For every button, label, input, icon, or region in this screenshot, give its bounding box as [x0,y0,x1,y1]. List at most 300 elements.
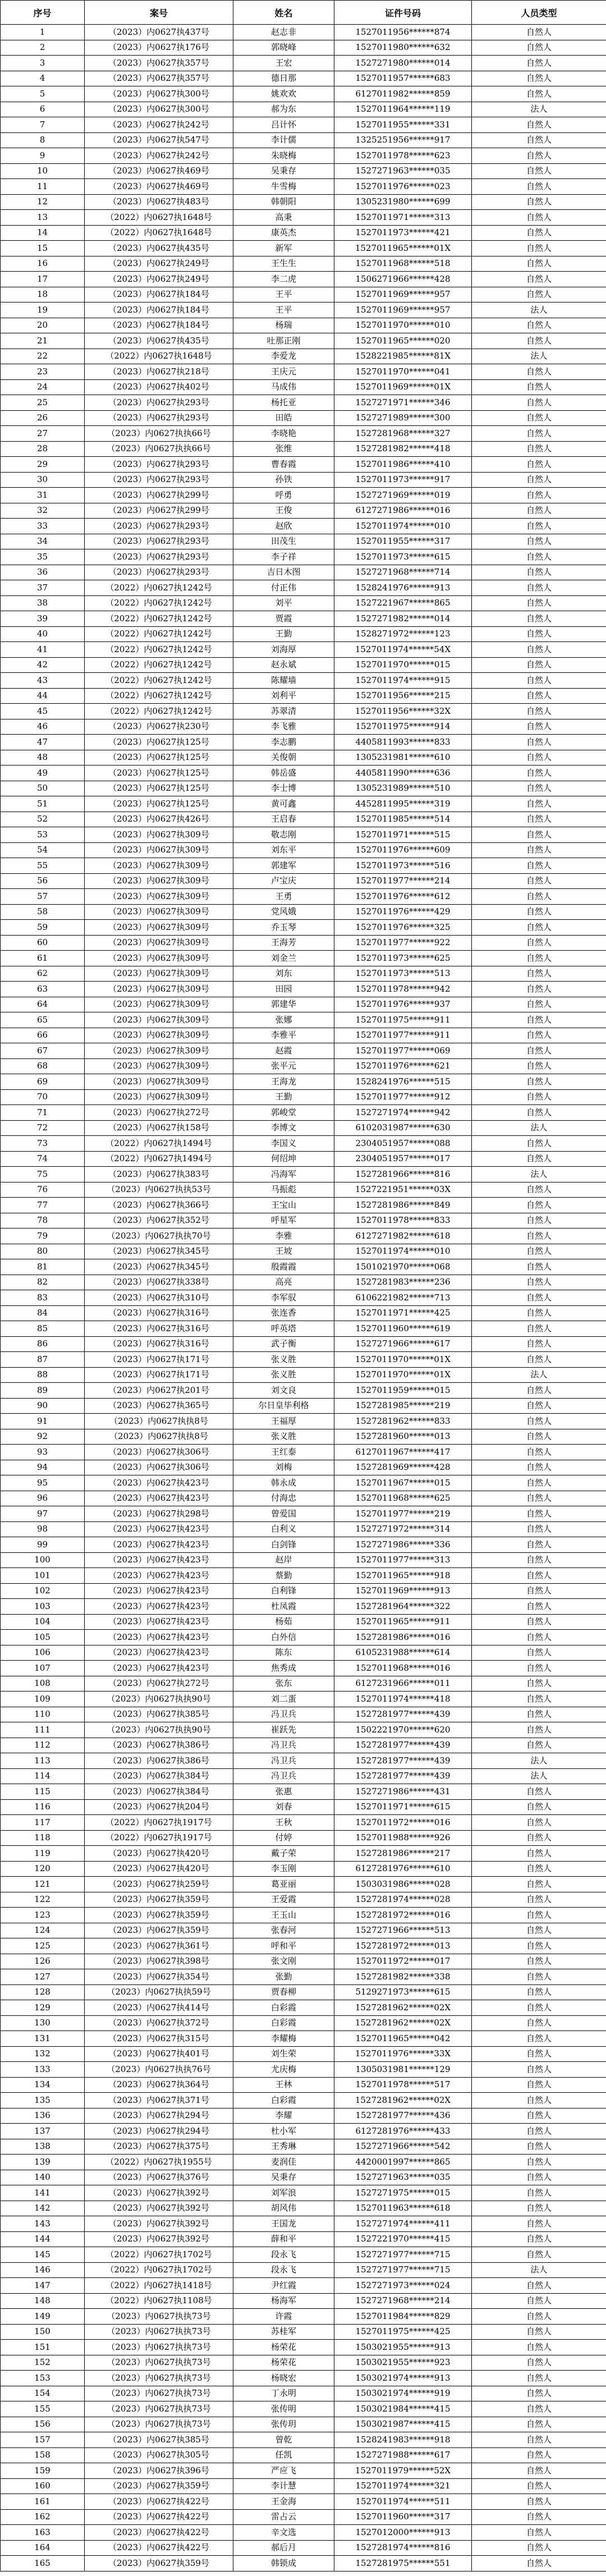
cell-serial-number: 99 [1,1537,85,1553]
cell-case-number: （2023）内0627执345号 [85,1244,233,1259]
cell-person-type: 自然人 [472,642,606,658]
cell-id-number: 1527281960******013 [334,1429,472,1445]
cell-name: 韩锁成 [233,2556,334,2572]
cell-person-type: 自然人 [472,1229,606,1244]
cell-id-number: 1305231980******699 [334,194,472,210]
cell-id-number: 6127271986******016 [334,503,472,519]
table-row [1,812,606,827]
cell-name: 张义胜 [233,1367,334,1383]
table-row [1,1244,606,1259]
cell-serial-number: 77 [1,1198,85,1213]
cell-serial-number: 48 [1,750,85,766]
cell-id-number: 1527281962******833 [334,1414,472,1429]
cell-id-number: 1527011965******020 [334,333,472,349]
cell-case-number: （2023）内0627执547号 [85,132,233,148]
cell-person-type: 自然人 [472,2447,606,2463]
cell-name: 刘军浪 [233,2185,334,2201]
cell-case-number: （2023）内0627执392号 [85,2216,233,2232]
cell-name: 郭建华 [233,997,334,1012]
cell-person-type: 自然人 [472,982,606,997]
table-row [1,256,606,272]
cell-person-type: 自然人 [472,1938,606,1954]
cell-case-number: （2022）内0627执1242号 [85,595,233,611]
cell-person-type: 自然人 [472,2278,606,2294]
table-row [1,920,606,936]
table-row [1,2463,606,2479]
cell-person-type: 法人 [472,1367,606,1383]
cell-person-type: 自然人 [472,673,606,689]
cell-name: 张勤 [233,1969,334,1985]
cell-serial-number: 101 [1,1568,85,1584]
cell-case-number: （2022）内0627执1242号 [85,704,233,719]
cell-person-type: 自然人 [472,1074,606,1090]
cell-case-number: （2023）内0627执366号 [85,1198,233,1213]
cell-person-type: 自然人 [472,1244,606,1259]
table-row [1,2231,606,2247]
table-row [1,2447,606,2463]
cell-person-type: 自然人 [472,2509,606,2525]
table-row [1,1984,606,2000]
cell-person-type: 自然人 [472,1552,606,1568]
table-row [1,1630,606,1645]
cell-id-number: 1527271986******336 [334,1537,472,1553]
cell-serial-number: 157 [1,2432,85,2448]
cell-id-number: 1305231989******510 [334,781,472,796]
cell-person-type: 自然人 [472,1923,606,1938]
cell-id-number: 1527011973******516 [334,858,472,874]
cell-id-number: 1502221970******620 [334,1722,472,1738]
cell-id-number: 1527281962******02X [334,2015,472,2031]
cell-serial-number: 26 [1,410,85,426]
cell-name: 刘海厚 [233,642,334,658]
table-row [1,1599,606,1615]
cell-serial-number: 42 [1,657,85,673]
cell-name: 杨瑞 [233,318,334,333]
cell-serial-number: 95 [1,1475,85,1491]
cell-id-number: 1527011973******917 [334,472,472,488]
cell-case-number: （2023）内0627执423号 [85,1537,233,1553]
cell-person-type: 自然人 [472,2355,606,2371]
table-row [1,1058,606,1074]
table-row [1,781,606,796]
cell-name: 李飞雅 [233,719,334,735]
cell-id-number: 1527281982******338 [334,1969,472,1985]
cell-serial-number: 6 [1,102,85,117]
cell-serial-number: 82 [1,1275,85,1290]
cell-serial-number: 119 [1,1846,85,1862]
cell-name: 尔日皇毕利格 [233,1398,334,1414]
table-row [1,534,606,549]
cell-serial-number: 141 [1,2185,85,2201]
cell-serial-number: 106 [1,1645,85,1661]
cell-name: 王俊 [233,503,334,519]
table-row [1,1784,606,1800]
cell-case-number: （2023）内0627执125号 [85,750,233,766]
cell-serial-number: 92 [1,1429,85,1445]
cell-case-number: （2022）内0627执1494号 [85,1151,233,1167]
cell-serial-number: 44 [1,688,85,704]
cell-case-number: （2023）内0627执306号 [85,1445,233,1460]
cell-serial-number: 159 [1,2463,85,2479]
cell-case-number: （2023）内0627执293号 [85,472,233,488]
cell-serial-number: 9 [1,148,85,164]
cell-person-type: 自然人 [472,2401,606,2417]
cell-person-type: 自然人 [472,766,606,781]
cell-serial-number: 163 [1,2525,85,2541]
cell-name: 杜小军 [233,2124,334,2139]
cell-id-number: 1527271988******617 [334,2447,472,2463]
cell-case-number: （2022）内0627执1648号 [85,349,233,364]
cell-serial-number: 65 [1,1012,85,1028]
cell-name: 田园 [233,982,334,997]
cell-serial-number: 47 [1,735,85,750]
cell-case-number: （2023）内0627执361号 [85,1938,233,1954]
cell-case-number: （2023）内0627执执73号 [85,2309,233,2325]
cell-id-number: 1527221967******865 [334,595,472,611]
table-row [1,318,606,333]
cell-person-type: 自然人 [472,626,606,642]
cell-id-number: 1527011974******010 [334,519,472,534]
cell-person-type: 自然人 [472,2201,606,2216]
table-row [1,2340,606,2355]
cell-case-number: （2023）内0627执365号 [85,1398,233,1414]
cell-name: 严应飞 [233,2463,334,2479]
cell-person-type: 自然人 [472,1661,606,1676]
table-header [1,1,606,25]
cell-case-number: （2023）内0627执299号 [85,503,233,519]
cell-case-number: （2023）内0627执125号 [85,766,233,781]
cell-id-number: 1527011977******219 [334,1506,472,1522]
cell-case-number: （2023）内0627执305号 [85,2447,233,2463]
cell-serial-number: 8 [1,132,85,148]
table-row [1,2155,606,2170]
cell-case-number: （2023）内0627执310号 [85,1290,233,1306]
cell-person-type: 法人 [472,2262,606,2278]
cell-person-type: 自然人 [472,2124,606,2139]
cell-name: 陈东 [233,1645,334,1661]
cell-name: 王玉山 [233,1908,334,1923]
cell-serial-number: 3 [1,56,85,71]
cell-serial-number: 132 [1,2046,85,2062]
table-row [1,102,606,117]
cell-name: 付正伟 [233,580,334,596]
cell-case-number: （2022）内0627执1242号 [85,580,233,596]
cell-person-type: 自然人 [472,2015,606,2031]
cell-name: 许霞 [233,2309,334,2325]
table-row [1,750,606,766]
cell-id-number: 5129271973******615 [334,1984,472,2000]
cell-serial-number: 94 [1,1460,85,1475]
cell-id-number: 1527011973******625 [334,951,472,966]
cell-name: 王海芳 [233,935,334,951]
cell-case-number: （2023）内0627执230号 [85,719,233,735]
cell-serial-number: 12 [1,194,85,210]
cell-id-number: 6102031987******630 [334,1120,472,1136]
cell-serial-number: 105 [1,1630,85,1645]
cell-id-number: 1527011977******911 [334,1028,472,1043]
cell-id-number: 1503021974******919 [334,2386,472,2401]
cell-case-number: （2023）内0627执423号 [85,1583,233,1599]
cell-person-type: 自然人 [472,1521,606,1537]
cell-serial-number: 70 [1,1089,85,1105]
cell-person-type: 自然人 [472,2231,606,2247]
cell-name: 牛雪梅 [233,179,334,195]
cell-case-number: （2023）内0627执345号 [85,1259,233,1275]
table-row [1,132,606,148]
cell-name: 段永飞 [233,2247,334,2263]
table-row [1,1676,606,1692]
cell-name: 王金海 [233,2494,334,2510]
cell-serial-number: 40 [1,626,85,642]
cell-name: 白利锋 [233,1583,334,1599]
cell-case-number: （2023）内0627执423号 [85,1599,233,1615]
cell-person-type: 自然人 [472,241,606,256]
cell-name: 薛和平 [233,2231,334,2247]
table-row [1,2247,606,2263]
cell-person-type: 自然人 [472,735,606,750]
cell-case-number: （2022）内0627执1418号 [85,2278,233,2294]
cell-person-type: 自然人 [472,1275,606,1290]
cell-serial-number: 20 [1,318,85,333]
table-row [1,673,606,689]
cell-id-number: 1527011956******32X [334,704,472,719]
cell-person-type: 自然人 [472,657,606,673]
cell-serial-number: 147 [1,2278,85,2294]
table-row [1,873,606,889]
table-row [1,2556,606,2572]
cell-person-type: 法人 [472,302,606,318]
cell-id-number: 4405811993******833 [334,735,472,750]
cell-id-number: 1501021970******068 [334,1259,472,1275]
cell-name: 马振彪 [233,1182,334,1198]
cell-case-number: （2023）内0627执309号 [85,935,233,951]
table-row [1,966,606,982]
table-row [1,688,606,704]
cell-person-type: 自然人 [472,1290,606,1306]
cell-name: 张维 [233,441,334,457]
cell-case-number: （2023）内0627执184号 [85,318,233,333]
cell-person-type: 自然人 [472,796,606,812]
cell-case-number: （2023）内0627执125号 [85,796,233,812]
cell-person-type: 自然人 [472,86,606,102]
cell-person-type: 自然人 [472,2031,606,2047]
cell-serial-number: 160 [1,2478,85,2494]
cell-case-number: （2023）内0627执384号 [85,1768,233,1784]
cell-name: 刘东平 [233,842,334,858]
cell-name: 高亮 [233,1275,334,1290]
cell-person-type: 自然人 [472,2000,606,2016]
cell-person-type: 自然人 [472,287,606,302]
cell-id-number: 4452811995******319 [334,796,472,812]
cell-id-number: 1527281968******327 [334,426,472,442]
cell-person-type: 自然人 [472,1429,606,1445]
table-row [1,1074,606,1090]
cell-person-type: 自然人 [472,2494,606,2510]
cell-id-number: 1527281962******02X [334,2000,472,2016]
cell-serial-number: 130 [1,2015,85,2031]
cell-name: 赵永斌 [233,657,334,673]
table-row [1,1167,606,1182]
cell-case-number: （2023）内0627执125号 [85,735,233,750]
cell-id-number: 1527011975******911 [334,1012,472,1028]
cell-name: 郭晓峰 [233,40,334,56]
cell-name: 李晓艳 [233,426,334,442]
cell-serial-number: 76 [1,1182,85,1198]
cell-id-number: 1527011971******615 [334,1799,472,1815]
cell-case-number: （2023）内0627执249号 [85,256,233,272]
cell-serial-number: 90 [1,1398,85,1414]
table-row [1,1213,606,1229]
cell-case-number: （2023）内0627执执53号 [85,1182,233,1198]
cell-serial-number: 152 [1,2355,85,2371]
cell-serial-number: 144 [1,2231,85,2247]
cell-name: 李志鹏 [233,735,334,750]
cell-serial-number: 29 [1,457,85,473]
cell-id-number: 1527011956******874 [334,25,472,40]
table-row [1,503,606,519]
cell-case-number: （2023）内0627执309号 [85,873,233,889]
cell-case-number: （2023）内0627执384号 [85,1784,233,1800]
cell-id-number: 1528241983******918 [334,2432,472,2448]
cell-serial-number: 23 [1,364,85,380]
table-row [1,395,606,411]
cell-serial-number: 96 [1,1491,85,1506]
table-row [1,997,606,1012]
table-row [1,1846,606,1862]
cell-person-type: 自然人 [472,1182,606,1198]
table-row [1,1028,606,1043]
cell-name: 张惠 [233,1784,334,1800]
cell-name: 刘利平 [233,688,334,704]
cell-case-number: （2023）内0627执309号 [85,982,233,997]
cell-person-type: 自然人 [472,256,606,272]
cell-id-number: 1527011971******515 [334,827,472,843]
cell-serial-number: 36 [1,565,85,580]
cell-name: 武子衡 [233,1336,334,1352]
cell-person-type: 自然人 [472,163,606,179]
cell-id-number: 1325251956******917 [334,132,472,148]
cell-serial-number: 72 [1,1120,85,1136]
cell-id-number: 1527281986******217 [334,1846,472,1862]
cell-name: 白外信 [233,1630,334,1645]
cell-serial-number: 109 [1,1692,85,1707]
cell-person-type: 自然人 [472,1460,606,1475]
cell-name: 冯卫兵 [233,1738,334,1753]
cell-id-number: 1527011969******957 [334,287,472,302]
cell-person-type: 自然人 [472,1877,606,1892]
cell-case-number: （2023）内0627执316号 [85,1321,233,1337]
cell-name: 苏翠清 [233,704,334,719]
cell-person-type: 自然人 [472,1398,606,1414]
cell-serial-number: 38 [1,595,85,611]
cell-person-type: 自然人 [472,1630,606,1645]
cell-id-number: 1527011977******912 [334,1089,472,1105]
table-row [1,333,606,349]
cell-id-number: 1528221985******81X [334,349,472,364]
cell-person-type: 自然人 [472,1259,606,1275]
cell-person-type: 自然人 [472,2371,606,2386]
table-row [1,2278,606,2294]
cell-case-number: （2023）内0627执309号 [85,920,233,936]
cell-person-type: 自然人 [472,2463,606,2479]
cell-name: 李耀 [233,2108,334,2124]
cell-serial-number: 142 [1,2201,85,2216]
cell-person-type: 自然人 [472,2216,606,2232]
cell-id-number: 1527271966******617 [334,1336,472,1352]
cell-person-type: 自然人 [472,457,606,473]
cell-case-number: （2023）内0627执423号 [85,1645,233,1661]
cell-person-type: 自然人 [472,1908,606,1923]
cell-person-type: 自然人 [472,1414,606,1429]
cell-serial-number: 55 [1,858,85,874]
cell-name: 曹春霞 [233,457,334,473]
table-row [1,1692,606,1707]
cell-id-number: 4405811990******636 [334,766,472,781]
cell-case-number: （2023）内0627执272号 [85,1105,233,1121]
cell-serial-number: 118 [1,1830,85,1846]
cell-person-type: 自然人 [472,858,606,874]
table-row [1,1506,606,1522]
cell-serial-number: 126 [1,1954,85,1969]
cell-name: 王庆元 [233,364,334,380]
cell-case-number: （2023）内0627执359号 [85,2556,233,2572]
cell-case-number: （2023）内0627执执66号 [85,441,233,457]
cell-person-type: 自然人 [472,1321,606,1337]
table-row [1,1321,606,1337]
cell-serial-number: 25 [1,395,85,411]
cell-serial-number: 41 [1,642,85,658]
cell-id-number: 1527271989******300 [334,410,472,426]
cell-case-number: （2023）内0627执469号 [85,179,233,195]
cell-serial-number: 139 [1,2155,85,2170]
cell-name: 付海忠 [233,1491,334,1506]
table-row [1,2216,606,2232]
table-row [1,1954,606,1969]
table-row [1,1938,606,1954]
table-row [1,2478,606,2494]
table-row [1,2093,606,2109]
cell-id-number: 1527271977******715 [334,2262,472,2278]
cell-id-number: 1503031986******028 [334,1877,472,1892]
cell-serial-number: 45 [1,704,85,719]
cell-person-type: 自然人 [472,920,606,936]
cell-id-number: 1527281977******439 [334,1768,472,1784]
cell-id-number: 1527281969******428 [334,1460,472,1475]
cell-name: 王勤 [233,626,334,642]
cell-id-number: 1527281975******551 [334,2556,472,2572]
cell-id-number: 1527271966******542 [334,2139,472,2155]
cell-name: 王海龙 [233,1074,334,1090]
cell-id-number: 1527011965******911 [334,1614,472,1630]
cell-serial-number: 143 [1,2216,85,2232]
cell-name: 杨海军 [233,2293,334,2309]
cell-name: 韩永成 [233,1475,334,1491]
table-row [1,1352,606,1368]
cell-serial-number: 135 [1,2093,85,2109]
cell-case-number: （2023）内0627执执73号 [85,2417,233,2432]
cell-case-number: （2023）内0627执158号 [85,1120,233,1136]
table-row [1,2509,606,2525]
cell-id-number: 1527011969******957 [334,302,472,318]
table-row [1,1923,606,1938]
cell-serial-number: 87 [1,1352,85,1368]
cell-person-type: 自然人 [472,1213,606,1229]
cell-case-number: （2022）内0627执1648号 [85,225,233,241]
cell-person-type: 自然人 [472,2108,606,2124]
cell-id-number: 1527012000******913 [334,2525,472,2541]
cell-name: 白彩霞 [233,2015,334,2031]
table-row [1,1475,606,1491]
